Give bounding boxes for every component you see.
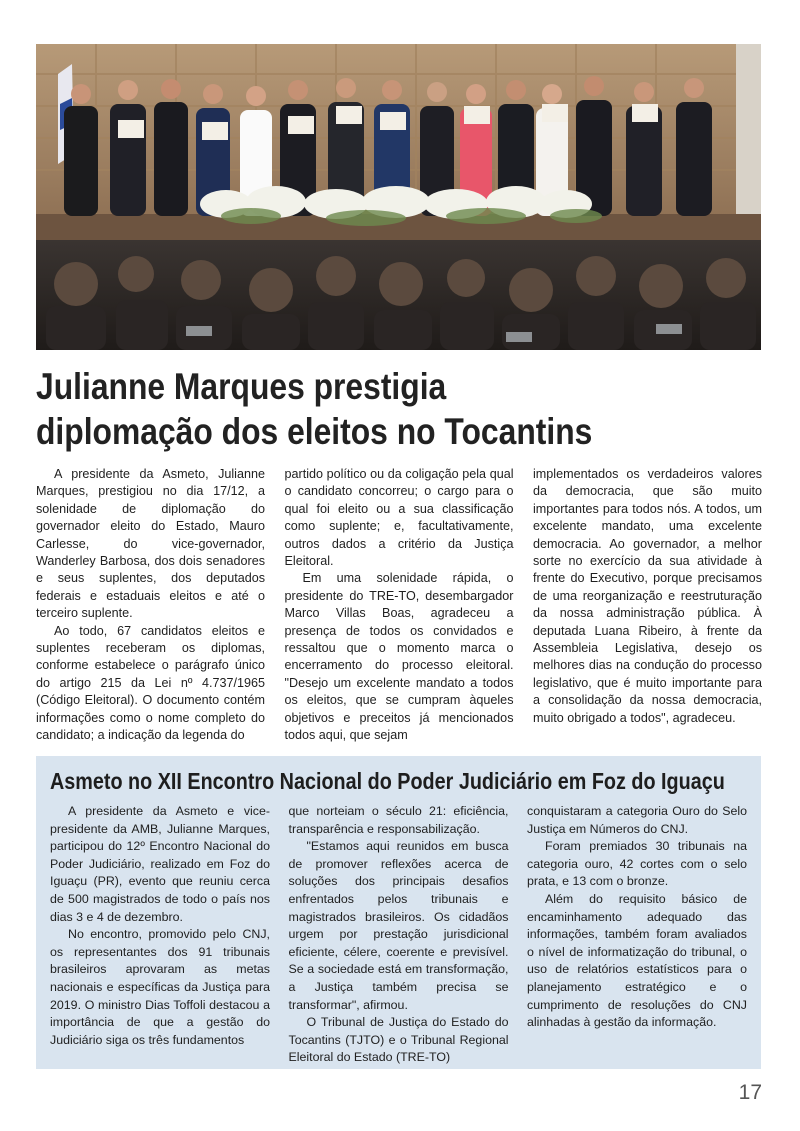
paragraph: Além do requisito básico de encaminhamento adequado das informações, também foram avaliados o nível de informatização do tribunal, o uso de relatórios estatísticos para o planejamento estratégico e o cumprimento de resoluções do CNJ alinhadas à gestão da informação. (527, 891, 747, 1030)
paragraph: partido político ou da coligação pela qual o candidato concorreu; o cargo para o qual foi eleito ou a sua classificação como suplente; e, facultativamente, outros dados a critério da Justiça Eleitoral. (284, 467, 514, 569)
paragraph: Ao todo, 67 candidatos eleitos e suplentes receberam os diplomas, conforme estabelece o parágrafo único do artigo 215 da Lei nº 4.737/1965 (Código Eleitoral). O documento contém informações como o nome completo do candidato; a indicação da legenda do (36, 623, 265, 743)
article-column-1 (36, 466, 265, 745)
paragraph: A presidente da Asmeto, Julianne Marques, prestigiou no dia 17/12, a solenidade de diplomação do governador eleito do Estado, Mauro Carlesse, do vice-governador, Wanderley Barbosa, dos dois senadores e seus suplentes, dos deputados federais e estaduais eleitos e até o terceiro suplente. (36, 467, 265, 621)
page-number: 17 (738, 1081, 762, 1104)
sidebar-article-box (36, 756, 761, 1069)
box-column-2 (289, 803, 509, 1067)
box-column-1 (50, 803, 270, 1067)
headline-line-1: Julianne Marques prestigia (36, 366, 447, 407)
ceremony-photo-illustration (36, 44, 761, 350)
box-column-3 (527, 803, 747, 1067)
box-article-body (50, 803, 747, 1067)
paragraph: No encontro, promovido pelo CNJ, os representantes dos 91 tribunais brasileiros aprovaram as metas nacionais e específicas da Justiça para 2019. O ministro Dias Toffoli destacou a importância de que a gestão do Judiciário siga os três fundamentos (50, 927, 270, 1047)
article-column-2 (285, 466, 514, 745)
paragraph: Foram premiados 30 tribunais na categoria ouro, 42 cortes com o selo prata, e 13 com o bronze. (527, 839, 747, 889)
ceremony-photo (36, 44, 761, 350)
paragraph: que norteiam o século 21: eficiência, transparência e responsabilização. (288, 804, 509, 836)
article-headline (36, 364, 664, 454)
paragraph: Em uma solenidade rápida, o presidente do TRE-TO, desembargador Marco Villas Boas, agradeceu a presença de todos os convidados e ressaltou que o momento marca o encerramento do processo eleitoral. "Desejo um excelente mandato a todos os eleitos, que se cumpram àqueles objetivos e preceitos já mencionados todos aqui, que sejam (284, 571, 514, 743)
paragraph: O Tribunal de Justiça do Estado do Tocantins (TJTO) e o Tribunal Regional Eleitoral do Estado (TRE-TO) (288, 1015, 509, 1065)
article-body (36, 466, 762, 745)
paragraph: implementados os verdadeiros valores da democracia, que são muito importantes para todos nós. A todos, um excelente mandato, uma excelente democracia. Ao governador, a melhor sorte no exercício da sua atividade à frente do Executivo, porque precisamos de uma reorganização e reestruturação da nossa administração pública. À deputada Luana Ribeiro, à frente da Assembleia Legislativa, desejo os melhores dias na condução do processo legislativo, que é muito importante para a consolidação da nossa democracia, muito obrigado a todos", agradeceu. (533, 467, 762, 725)
paragraph: A presidente da Asmeto e vice-presidente da AMB, Julianne Marques, participou do 12º Encontro Nacional do Poder Judiciário, realizado em Foz do Iguaçu (PR), evento que reuniu cerca de 500 magistrados de todo o país nos dias 3 e 4 de dezembro. (50, 804, 270, 924)
paragraph: "Estamos aqui reunidos em busca de promover reflexões acerca de soluções dos principais desafios enfrentados pelos tribunais e magistrados brasileiros. Os cidadãos urgem por prestação jurisdicional eficiente, célere, coerente e previsível. Se a sociedade está em transformação, a Justiça também precisa se transformar", afirmou. (288, 839, 509, 1012)
headline-line-2: diplomação dos eleitos no Tocantins (36, 411, 593, 452)
article-column-3 (533, 466, 762, 745)
paragraph: conquistaram a categoria Ouro do Selo Justiça em Números do CNJ. (527, 804, 747, 836)
box-article-title: Asmeto no XII Encontro Nacional do Poder Judiciário em Foz do Iguaçu (50, 768, 725, 794)
